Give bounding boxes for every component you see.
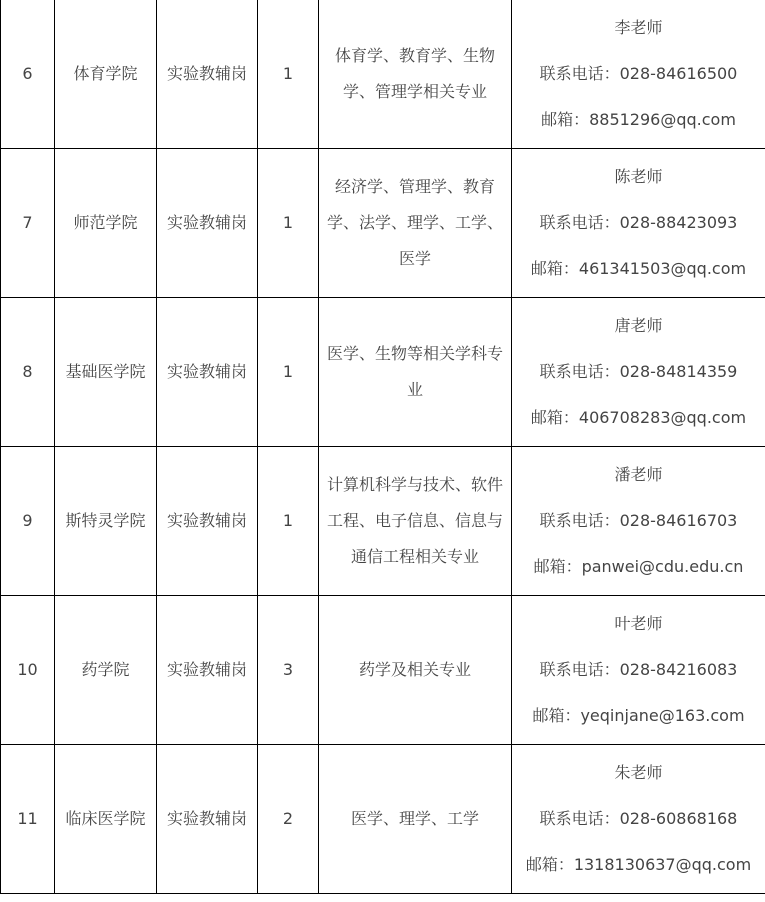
row-number: 7 [1, 149, 55, 298]
major-requirement [319, 447, 512, 596]
contact-teacher: 唐老师 [614, 316, 663, 335]
major-requirement [319, 0, 512, 149]
college-name: 师范学院 [55, 149, 157, 298]
contact-phone: 联系电话：028-84616500 [539, 64, 738, 83]
contact-info [512, 0, 765, 149]
position-count: 2 [258, 745, 319, 894]
row-number: 6 [1, 0, 55, 149]
post-name: 实验教辅岗 [157, 596, 258, 745]
row-number: 8 [1, 298, 55, 447]
major-text: 医学、生物等相关学科专业 [326, 344, 503, 399]
contact-teacher: 叶老师 [614, 614, 663, 633]
contact-phone: 联系电话：028-60868168 [539, 809, 738, 828]
contact-info [512, 149, 765, 298]
table-row [1, 745, 765, 894]
contact-teacher: 潘老师 [614, 465, 663, 484]
contact-info [512, 596, 765, 745]
table-row [1, 596, 765, 745]
contact-email: 邮箱：panwei@cdu.edu.cn [533, 557, 744, 576]
contact-teacher: 李老师 [614, 18, 663, 37]
position-count: 1 [258, 447, 319, 596]
contact-teacher: 陈老师 [614, 167, 663, 186]
major-text: 体育学、教育学、生物学、管理学相关专业 [334, 46, 495, 101]
contact-teacher: 朱老师 [614, 763, 663, 782]
post-name: 实验教辅岗 [157, 745, 258, 894]
contact-info [512, 745, 765, 894]
major-text: 经济学、管理学、教育学、法学、理学、工学、医学 [326, 177, 503, 268]
college-name: 基础医学院 [55, 298, 157, 447]
college-name: 药学院 [55, 596, 157, 745]
table-body [1, 0, 765, 894]
position-count: 1 [258, 149, 319, 298]
table-row [1, 149, 765, 298]
contact-phone: 联系电话：028-84616703 [539, 511, 738, 530]
major-requirement [319, 149, 512, 298]
table-row [1, 298, 765, 447]
post-name: 实验教辅岗 [157, 447, 258, 596]
major-requirement [319, 298, 512, 447]
contact-email: 邮箱：8851296@qq.com [541, 110, 736, 129]
table-row [1, 0, 765, 149]
contact-email: 邮箱：yeqinjane@163.com [532, 706, 745, 725]
college-name: 临床医学院 [55, 745, 157, 894]
row-number: 10 [1, 596, 55, 745]
position-count: 3 [258, 596, 319, 745]
contact-email: 邮箱：406708283@qq.com [530, 408, 747, 427]
contact-info [512, 447, 765, 596]
row-number: 11 [1, 745, 55, 894]
contact-phone: 联系电话：028-84814359 [539, 362, 738, 381]
position-count: 1 [258, 0, 319, 149]
position-count: 1 [258, 298, 319, 447]
college-name: 体育学院 [55, 0, 157, 149]
major-text: 医学、理学、工学 [350, 809, 479, 828]
contact-info [512, 298, 765, 447]
contact-phone: 联系电话：028-84216083 [539, 660, 738, 679]
contact-email: 邮箱：1318130637@qq.com [525, 855, 752, 874]
major-requirement [319, 745, 512, 894]
major-requirement [319, 596, 512, 745]
contact-email: 邮箱：461341503@qq.com [530, 259, 747, 278]
major-text: 药学及相关专业 [358, 660, 471, 679]
row-number: 9 [1, 447, 55, 596]
table-row [1, 447, 765, 596]
contact-phone: 联系电话：028-88423093 [539, 213, 738, 232]
post-name: 实验教辅岗 [157, 149, 258, 298]
college-name: 斯特灵学院 [55, 447, 157, 596]
post-name: 实验教辅岗 [157, 0, 258, 149]
post-name: 实验教辅岗 [157, 298, 258, 447]
major-text: 计算机科学与技术、软件工程、电子信息、信息与通信工程相关专业 [326, 475, 503, 566]
